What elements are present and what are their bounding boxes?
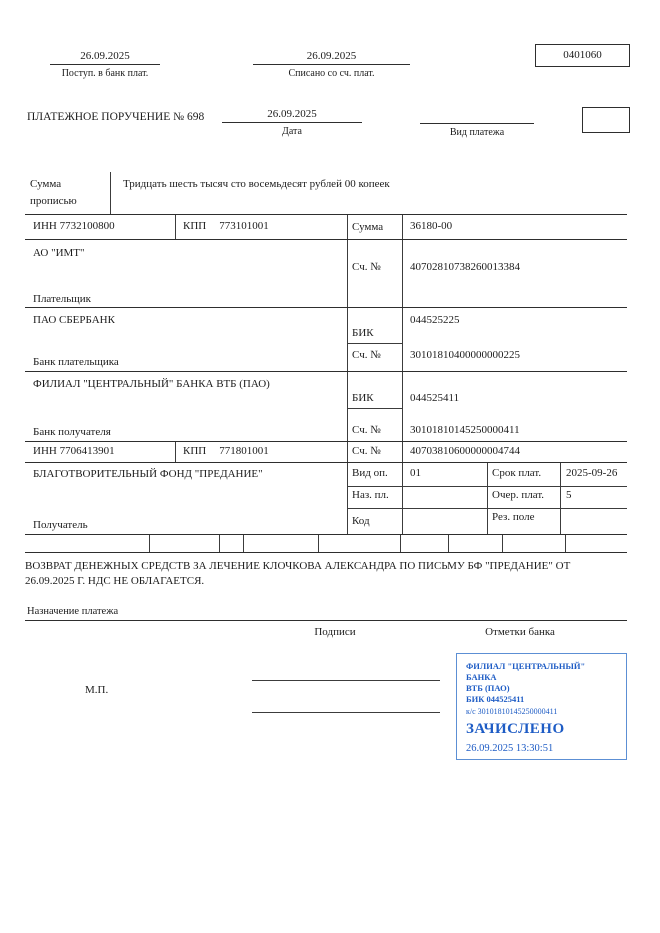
divider bbox=[25, 239, 627, 241]
priority-value: 5 bbox=[566, 489, 572, 501]
divider bbox=[25, 214, 627, 216]
payee-kpp-value: 771801001 bbox=[219, 445, 269, 457]
payee-kpp bbox=[183, 445, 269, 457]
payment-type-code-box bbox=[582, 107, 630, 133]
payer-kpp-label: КПП bbox=[183, 220, 207, 232]
payer-bank-section-label: Банк плательщика bbox=[33, 356, 119, 368]
document-title: ПЛАТЕЖНОЕ ПОРУЧЕНИЕ № 698 bbox=[27, 111, 205, 123]
payer-bank-bik-label: БИК bbox=[352, 327, 374, 339]
amount-words-label: Сумма прописью bbox=[30, 178, 77, 207]
payee-account: 40703810600000004744 bbox=[410, 445, 520, 457]
payee-kpp-label: КПП bbox=[183, 445, 207, 457]
divider bbox=[318, 535, 319, 553]
payer-bank-name: ПАО СБЕРБАНК bbox=[33, 314, 115, 326]
divider bbox=[487, 463, 488, 535]
divider bbox=[25, 371, 627, 373]
signature-line bbox=[252, 680, 440, 681]
received-date-value: 26.09.2025 bbox=[50, 50, 160, 65]
bank-stamp bbox=[456, 653, 627, 760]
divider bbox=[25, 534, 627, 536]
divider bbox=[25, 462, 627, 464]
signature-line bbox=[252, 712, 440, 713]
payee-bank-bik: 044525411 bbox=[410, 392, 460, 404]
stamp-bank-name-line2: ВТБ (ПАО) bbox=[466, 683, 510, 694]
divider bbox=[347, 408, 402, 409]
payer-bank-account-label: Сч. № bbox=[352, 349, 381, 361]
divider bbox=[219, 535, 220, 553]
divider bbox=[25, 552, 627, 554]
divider bbox=[448, 535, 449, 553]
divider bbox=[25, 620, 627, 622]
payer-name: АО "ИМТ" bbox=[33, 247, 85, 259]
payer-account: 40702810738260013384 bbox=[410, 261, 520, 273]
amount-words-value: Тридцать шесть тысяч сто восемьдесят рублей 00 копеек bbox=[123, 178, 390, 190]
bank-marks-label: Отметки банка bbox=[485, 626, 555, 638]
divider bbox=[347, 343, 402, 344]
received-date-label: Поступ. в банк плат. bbox=[61, 68, 149, 79]
stamp-datetime: 26.09.2025 13:30:51 bbox=[466, 743, 554, 755]
payment-type-field bbox=[420, 108, 534, 138]
naz-pl-label: Наз. пл. bbox=[352, 489, 389, 501]
priority-label: Очер. плат. bbox=[492, 489, 545, 501]
payment-purpose-text: ВОЗВРАТ ДЕНЕЖНЫХ СРЕДСТВ ЗА ЛЕЧЕНИЕ КЛОЧКОВА АЛЕКСАНДРА ПО ПИСЬМУ БФ "ПРЕДАНИЕ" ОТ 26.09.2025 Г. НДС НЕ ОБЛАГАЕТСЯ. bbox=[25, 560, 571, 588]
payer-bank-bik: 044525225 bbox=[410, 314, 460, 326]
divider bbox=[347, 215, 348, 535]
payer-section-label: Плательщик bbox=[33, 293, 91, 305]
signatures-label: Подписи bbox=[314, 626, 356, 638]
payee-bank-name: ФИЛИАЛ "ЦЕНТРАЛЬНЫЙ" БАНКА ВТБ (ПАО) bbox=[33, 378, 270, 390]
sum-value: 36180-00 bbox=[410, 220, 453, 232]
divider bbox=[560, 463, 561, 535]
mp-label: М.П. bbox=[85, 684, 109, 696]
payer-account-label: Сч. № bbox=[352, 261, 381, 273]
stamp-corr-account: к/с 30101810145250000411 bbox=[466, 707, 558, 717]
stamp-bik: БИК 044525411 bbox=[466, 694, 525, 705]
payer-inn: ИНН 7732100800 bbox=[33, 220, 115, 232]
sum-label: Сумма bbox=[352, 221, 384, 233]
payer-kpp-value: 773101001 bbox=[219, 220, 269, 232]
divider bbox=[565, 535, 566, 553]
debited-date-value: 26.09.2025 bbox=[253, 50, 410, 65]
stamp-status: ЗАЧИСЛЕНО bbox=[466, 721, 565, 738]
payee-bank-section-label: Банк получателя bbox=[33, 426, 111, 438]
due-date-label: Срок плат. bbox=[492, 467, 542, 479]
divider bbox=[502, 535, 503, 553]
divider bbox=[347, 486, 627, 487]
payee-account-label: Сч. № bbox=[352, 445, 381, 457]
divider bbox=[175, 442, 176, 463]
divider bbox=[110, 172, 111, 215]
payee-bank-account-label: Сч. № bbox=[352, 424, 381, 436]
payee-bank-bik-label: БИК bbox=[352, 392, 374, 404]
due-date-value: 2025-09-26 bbox=[566, 467, 618, 479]
op-type-label: Вид оп. bbox=[352, 467, 388, 479]
payer-kpp bbox=[183, 220, 269, 232]
stamp-bank-name-line1: ФИЛИАЛ "ЦЕНТРАЛЬНЫЙ" БАНКА bbox=[466, 661, 586, 683]
date-field-label: Дата bbox=[282, 126, 302, 137]
payee-section-label: Получатель bbox=[33, 519, 88, 531]
payment-type-value bbox=[420, 108, 534, 124]
payment-purpose-label: Назначение платежа bbox=[27, 606, 119, 617]
date-field-value: 26.09.2025 bbox=[222, 108, 362, 123]
date-field bbox=[222, 108, 362, 137]
form-code-box: 0401060 bbox=[535, 44, 630, 67]
payer-bank-account: 30101810400000000225 bbox=[410, 349, 520, 361]
divider bbox=[175, 215, 176, 240]
reserve-field-label: Рез. поле bbox=[492, 511, 535, 523]
debited-date-label: Списано со сч. плат. bbox=[288, 68, 375, 79]
divider bbox=[243, 535, 244, 553]
payment-type-label: Вид платежа bbox=[449, 127, 505, 138]
received-date-block bbox=[50, 50, 160, 79]
payee-inn: ИНН 7706413901 bbox=[33, 445, 115, 457]
divider bbox=[347, 508, 627, 509]
divider bbox=[400, 535, 401, 553]
divider bbox=[402, 215, 403, 535]
payee-bank-account: 30101810145250000411 bbox=[410, 424, 520, 436]
divider bbox=[149, 535, 150, 553]
divider bbox=[25, 307, 627, 309]
code-label: Код bbox=[352, 515, 370, 527]
op-type-value: 01 bbox=[410, 467, 421, 479]
divider bbox=[25, 441, 627, 443]
debited-date-block bbox=[253, 50, 410, 79]
payee-name: БЛАГОТВОРИТЕЛЬНЫЙ ФОНД "ПРЕДАНИЕ" bbox=[33, 468, 263, 480]
